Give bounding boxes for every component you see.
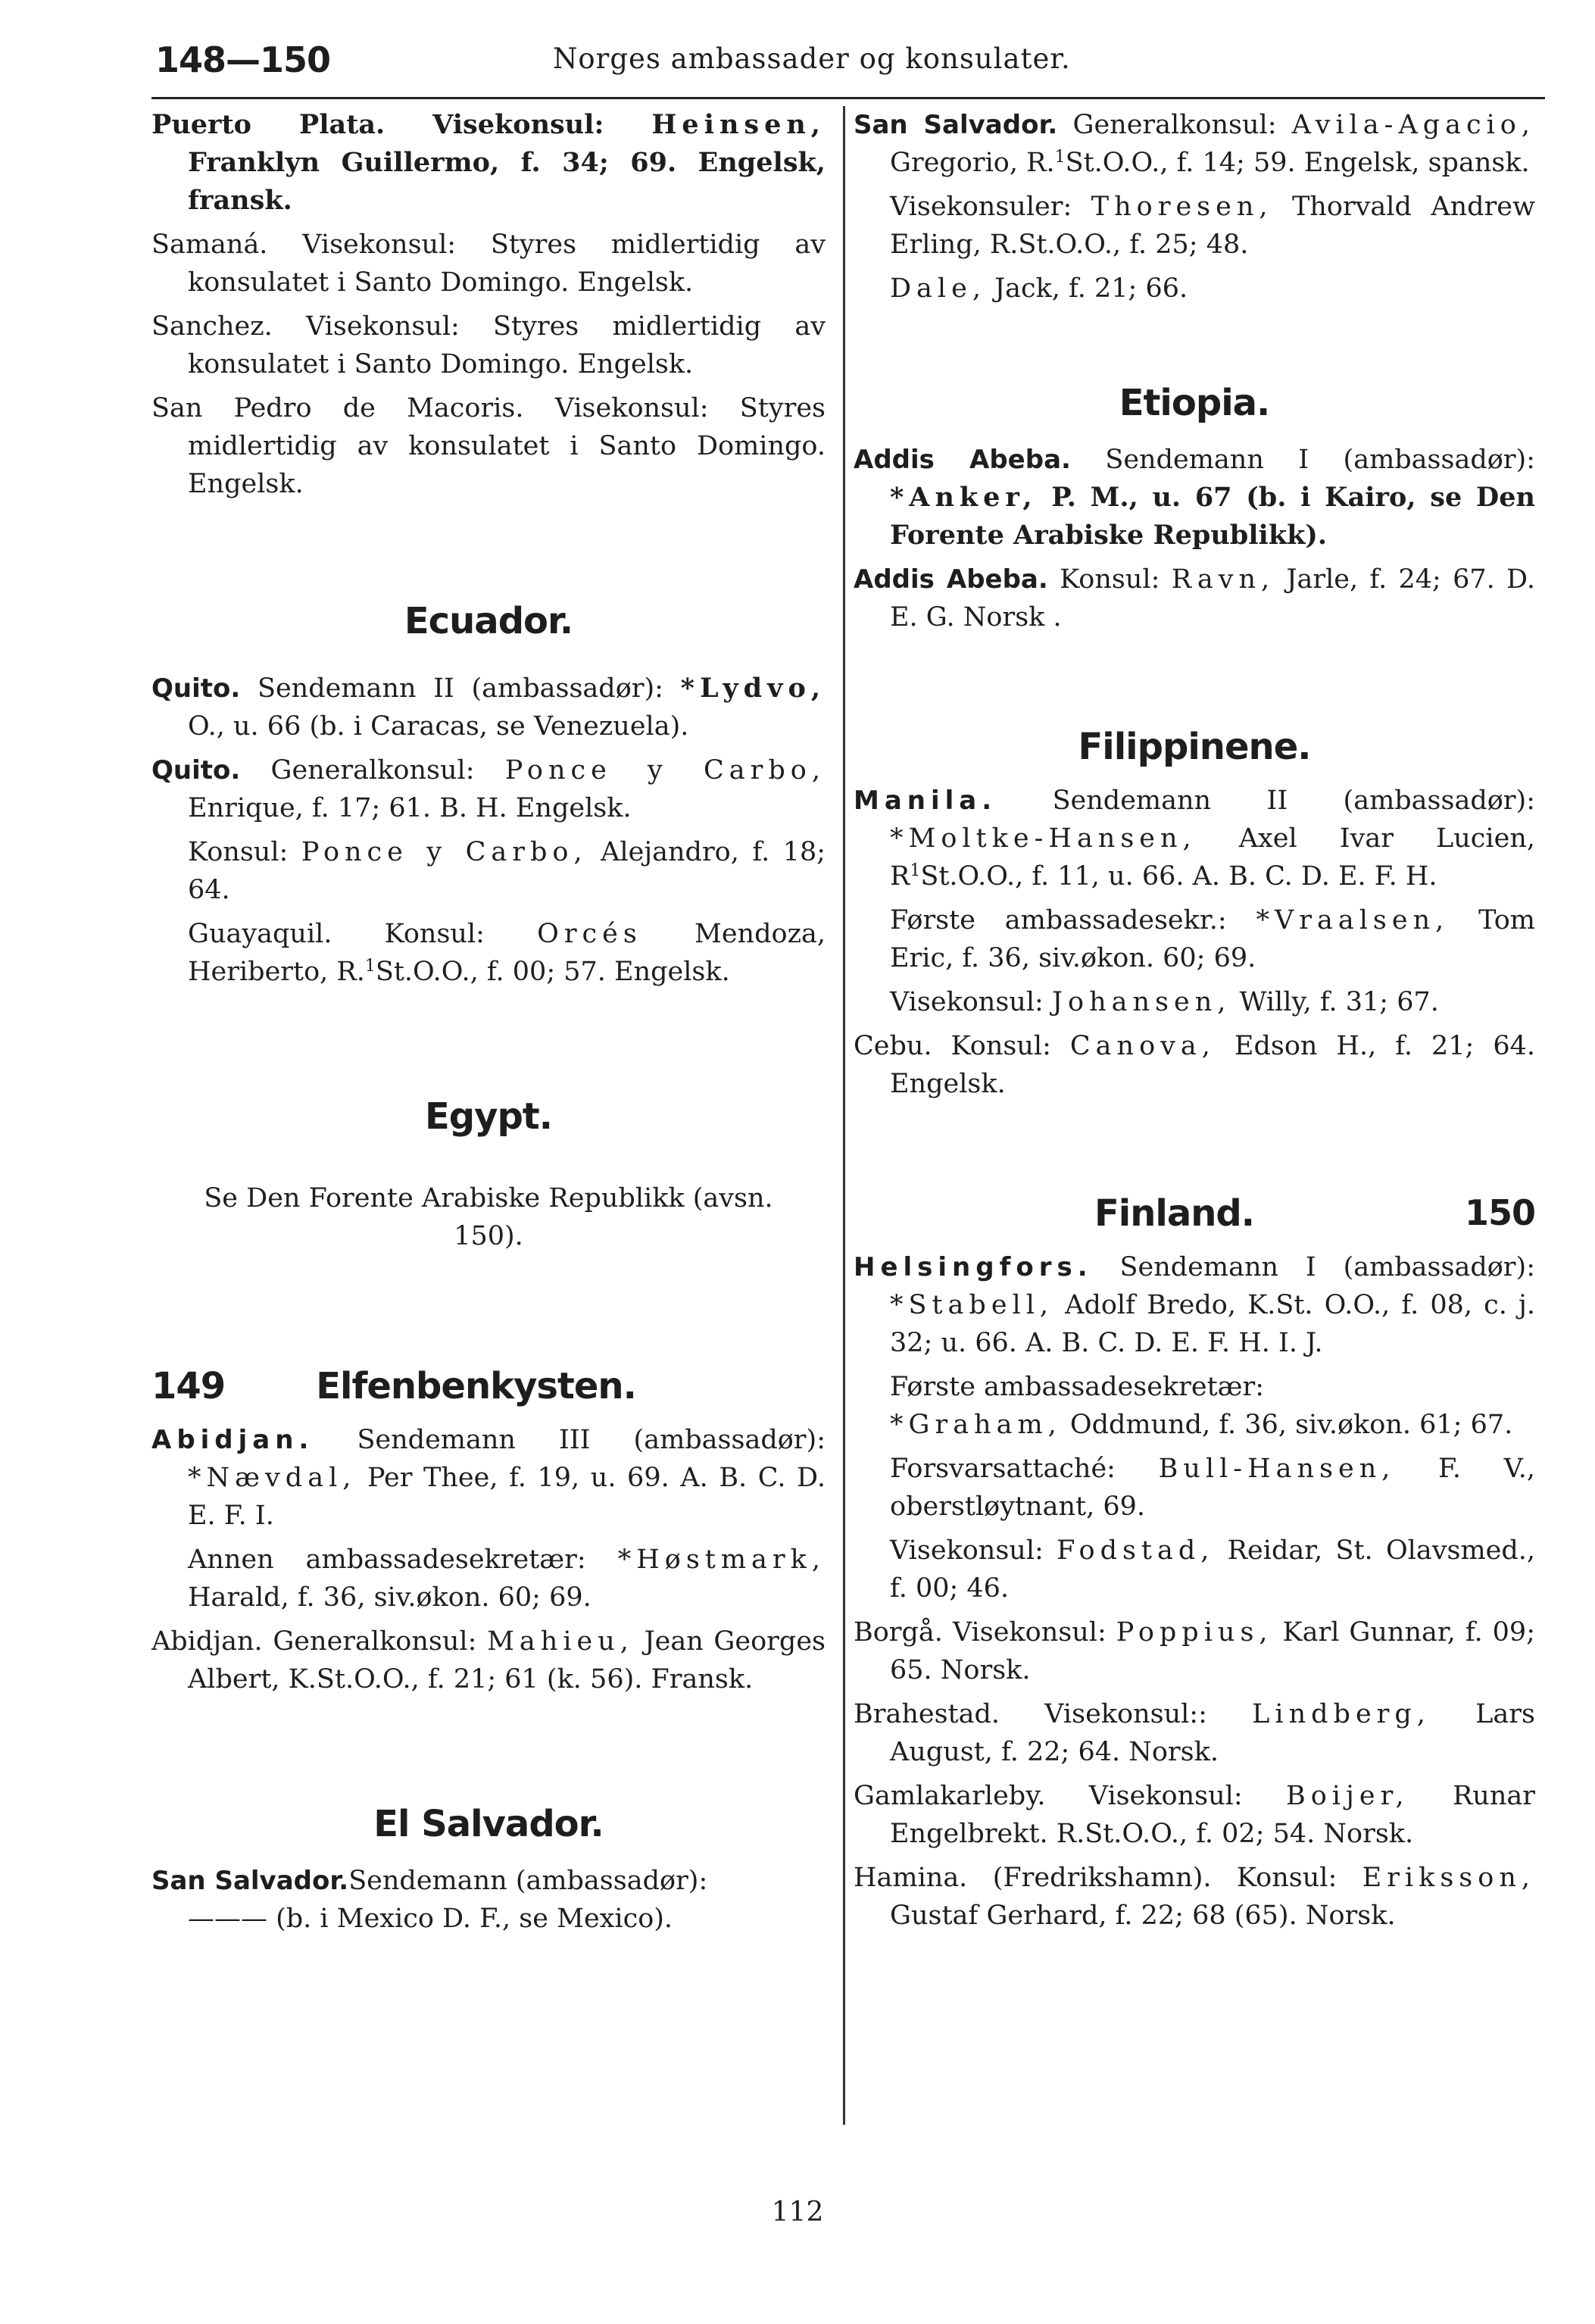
entry-helsingfors-attache: Forsvarsattaché: Bull-Hansen, F. V., oberstløytnant, 69. [890,1454,1535,1522]
entry-san-salvador-ambassador: San Salvador.Sendemann (ambassadør): ——— (b. i Mexico D. F., se Mexico). [151,1866,708,1934]
right-column [854,106,1535,1941]
running-title: Norges ambassader og konsulater. [553,42,1071,75]
entry-manila-vice-consul: Visekonsul: Johansen, Willy, f. 31; 67. [890,987,1439,1017]
entry-quito-consul-general: Quito. Generalkonsul: Ponce y Carbo, Enrique, f. 17; 61. B. H. Engelsk. [151,755,826,823]
entry-abidjan-ambassador: Abidjan. Sendemann III (ambassadør): *Nævdal, Per Thee, f. 19, u. 69. A. B. C. D. E. F. I. [151,1425,826,1531]
entry-brahestad: Brahestad. Visekonsul:: Lindberg, Lars August, f. 22; 64. Norsk. [854,1699,1535,1767]
entry-manila-secretary: Første ambassadesekr.: *Vraalsen, Tom Eric, f. 36, siv.økon. 60; 69. [890,905,1535,973]
section-number-149: 149 [151,1365,226,1407]
entry-abidjan-secretary: Annen ambassadesekretær: *Høstmark, Harald, f. 36, siv.økon. 60; 69. [188,1545,826,1613]
section-heading-ivory-coast [151,1365,826,1407]
entry-hamina: Hamina. (Fredrikshamn). Konsul: Eriksson, Gustaf Gerhard, f. 22; 68 (65). Norsk. [854,1863,1535,1931]
entry-quito-ambassador: Quito. Sendemann II (ambassadør): *Lydvo, O., u. 66 (b. i Caracas, se Venezuela). [151,673,826,742]
page-number: 112 [771,2197,824,2228]
entry-samana: Samaná. Visekonsul: Styres midlertidig av konsulatet i Santo Domingo. Engelsk. [151,230,826,298]
section-heading-egypt: Egypt. [425,1095,552,1138]
left-column [151,106,826,1944]
entry-san-salvador-vice-consuls: Visekonsuler: Thoresen, Thorvald Andrew Erling, R.St.O.O., f. 25; 48. [890,192,1535,260]
entry-san-pedro: San Pedro de Macoris. Visekonsul: Styres midlertidig av konsulatet i Santo Domingo. Engelsk. [151,393,826,499]
entry-san-salvador-consul-general: San Salvador. Generalkonsul: Avila-Agacio, Gregorio, R.$^1$St.O.O., f. 14; 59. Engelsk, spansk. [854,110,1535,178]
page-range: 148—150 [155,39,331,80]
entry-quito-consul: Konsul: Ponce y Carbo, Alejandro, f. 18; 64. [188,837,826,905]
entry-helsingfors-vice-consul: Visekonsul: Fodstad, Reidar, St. Olavsmed., f. 00; 46. [890,1535,1535,1604]
entry-abidjan-consul-general: Abidjan. Generalkonsul: Mahieu, Jean Georges Albert, K.St.O.O., f. 21; 61 (k. 56). Fransk. [151,1626,826,1695]
entry-gamlakarleby: Gamlakarleby. Visekonsul: Boijer, Runar Engelbrekt. R.St.O.O., f. 02; 54. Norsk. [854,1781,1535,1849]
section-title-ivory-coast: Elfenbenkysten. [316,1365,636,1407]
egypt-reference: Se Den Forente Arabiske Republikk (avsn. 150). [204,1183,773,1251]
header-rule [151,97,1545,99]
section-heading-ecuador: Ecuador. [404,600,573,642]
entry-cebu: Cebu. Konsul: Canova, Edson H., f. 21; 64. Engelsk. [854,1031,1535,1099]
entry-addis-consul: Addis Abeba. Konsul: Ravn, Jarle, f. 24; 67. D. E. G. Norsk . [854,564,1535,633]
section-heading-ethiopia: Etiopia. [1119,382,1270,424]
section-title-finland: Finland. [1094,1192,1254,1235]
entry-helsingfors-secretary: Første ambassadesekretær: *Graham, Oddmund, f. 36, siv.økon. 61; 67. [890,1372,1513,1440]
entry-helsingfors-ambassador: Helsingfors. Sendemann I (ambassadør): *Stabell, Adolf Bredo, K.St. O.O., f. 08, c. j. 32; u. 66. A. B. C. D. E. F. H. I. J. [854,1252,1535,1358]
entry-manila-ambassador: Manila. Sendemann II (ambassadør): *Moltke-Hansen, Axel Ivar Lucien, $R^1St.O.O$., f. 11, u. 66. A. B. C. D. E. F. H. [854,786,1535,892]
entry-sanchez: Sanchez. Visekonsul: Styres midlertidig av konsulatet i Santo Domingo. Engelsk. [151,311,826,380]
column-rule [843,106,845,2125]
section-heading-finland [854,1192,1535,1235]
entry-guayaquil: Guayaquil. Konsul: Orcés Mendoza, Heriberto, R.$^1$St.O.O., f. 00; 57. Engelsk. [188,919,826,987]
entry-borga: Borgå. Visekonsul: Poppius, Karl Gunnar, f. 09; 65. Norsk. [854,1617,1535,1685]
section-heading-el-salvador: El Salvador. [373,1803,604,1845]
section-heading-philippines: Filippinene. [1078,726,1311,768]
entry-puerto-plata: Puerto Plata. Visekonsul: Heinsen, Franklyn Guillermo, f. 34; 69. Engelsk, fransk. [151,109,826,216]
entry-dale: Dale, Jack, f. 21; 66. [890,273,1188,304]
section-number-150: 150 [1464,1192,1535,1233]
entry-addis-ambassador: Addis Abeba. Sendemann I (ambassadør): *Anker, P. M., u. 67 (b. i Kairo, se Den Forente Arabiske Republikk). [854,445,1535,551]
running-header [155,39,1541,85]
